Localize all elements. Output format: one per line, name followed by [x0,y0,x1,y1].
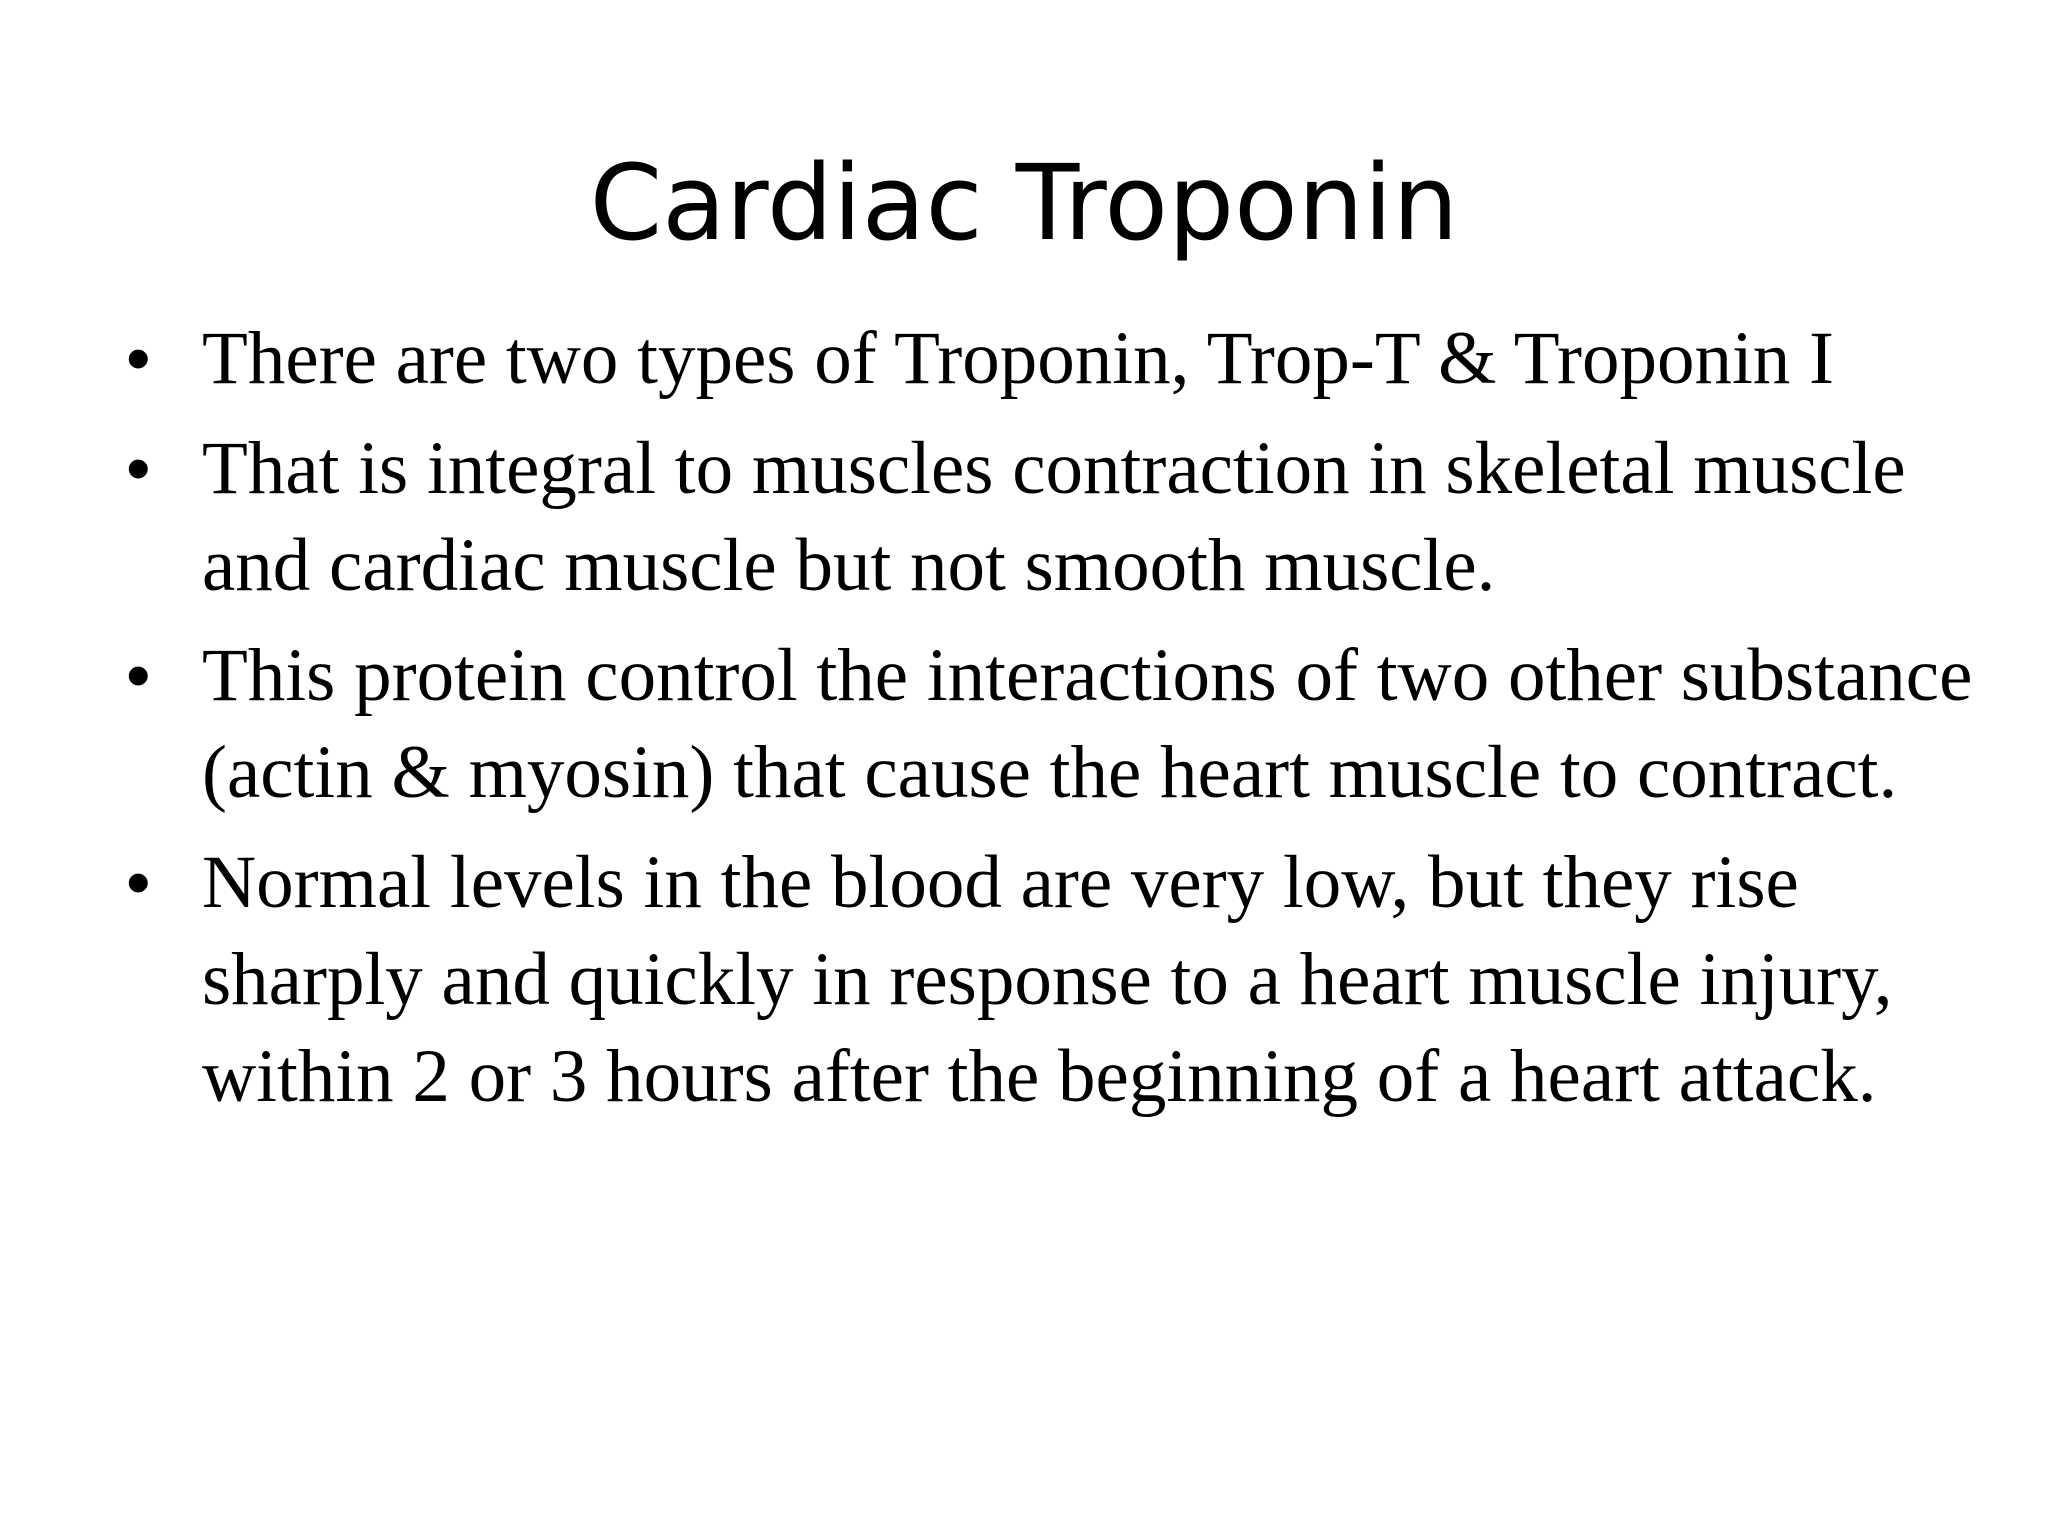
bullet-icon: • [126,843,151,921]
bullet-text: Normal levels in the blood are very low, but they rise sharply and quickly in response to a heart muscle injury, within 2 or 3 hours after the beginning of a heart attack. [202,841,1893,1118]
bullet-icon: • [126,429,151,507]
bullet-icon: • [126,319,151,397]
bullet-item-3 [120,627,2010,821]
bullet-item-1 [120,310,2010,407]
bullet-list [120,310,2010,1138]
slide-title: Cardiac Troponin [589,142,1459,264]
bullet-text: This protein control the interactions of two other substance (actin & myosin) that cause the heart muscle to contract. [202,634,1973,814]
bullet-text: That is integral to muscles contraction in skeletal muscle and cardiac muscle but not smooth muscle. [202,427,1906,607]
bullet-item-4 [120,834,2010,1125]
bullet-text: There are two types of Troponin, Trop-T & Troponin I [202,317,1835,400]
bullet-icon: • [126,636,151,714]
bullet-item-2 [120,420,2010,614]
